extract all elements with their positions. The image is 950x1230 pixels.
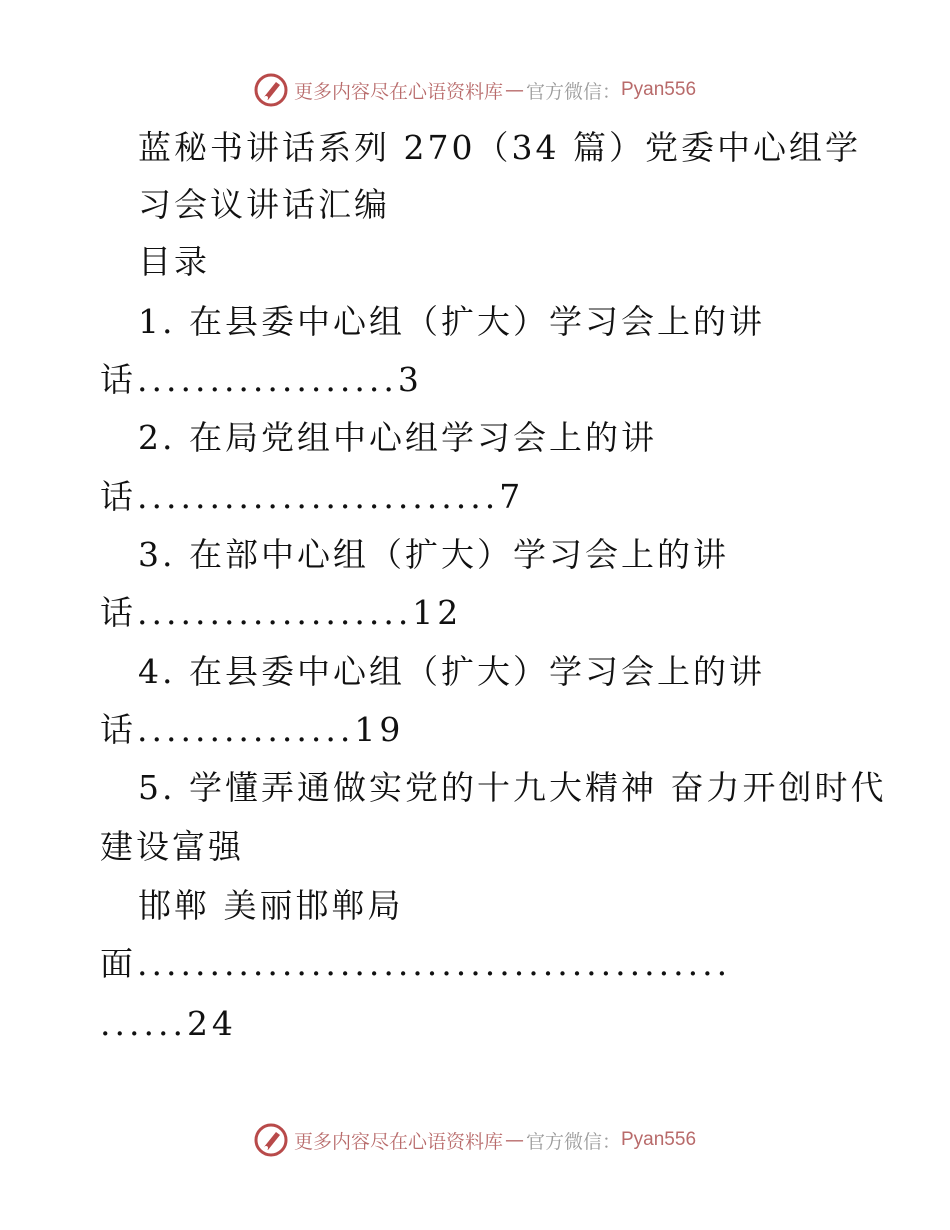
toc-entry-5-leader: 面.........................................: [100, 944, 732, 983]
toc-entry-5-title-cont: 建设富强: [100, 827, 244, 866]
watermark-account: Pyan556: [621, 79, 697, 100]
watermark-wechat-label: 官方微信：: [525, 1130, 621, 1153]
watermark-text: 更多内容尽在心语资料库: [293, 80, 503, 103]
toc-entry-5-title: 5. 学懂弄通做实党的十九大精神 奋力开创时代: [138, 768, 887, 807]
watermark-wechat-label: 官方微信：: [525, 80, 621, 103]
document-title-line-2: 习会议讲话汇编: [138, 185, 390, 224]
watermark-account: Pyan556: [621, 1129, 697, 1150]
toc-entry-4-page: 话...............19: [100, 710, 405, 749]
toc-entry-3-page: 话...................12: [100, 593, 463, 632]
header-watermark: [0, 70, 950, 110]
watermark-separator: —: [504, 1129, 524, 1151]
document-title-line-1: 蓝秘书讲话系列 270（34 篇）党委中心组学: [138, 128, 861, 167]
toc-entry-5-title-cont-2: 邯郸 美丽邯郸局: [138, 886, 404, 925]
toc-entry-2-page: 话.........................7: [100, 477, 525, 516]
watermark-separator: —: [504, 79, 524, 101]
toc-entry-3-title: 3. 在部中心组（扩大）学习会上的讲: [138, 535, 729, 574]
watermark-text: 更多内容尽在心语资料库: [293, 1130, 503, 1153]
toc-entry-5-page: ......24: [100, 1004, 237, 1043]
toc-entry-1-page: 话..................3: [100, 360, 423, 399]
footer-watermark: [0, 1120, 950, 1160]
toc-entry-1-title: 1. 在县委中心组（扩大）学习会上的讲: [138, 302, 765, 341]
toc-heading: 目录: [138, 242, 210, 281]
toc-entry-4-title: 4. 在县委中心组（扩大）学习会上的讲: [138, 652, 765, 691]
pen-logo-icon: [254, 1123, 288, 1157]
toc-entry-2-title: 2. 在局党组中心组学习会上的讲: [138, 418, 657, 457]
pen-logo-icon: [254, 73, 288, 107]
